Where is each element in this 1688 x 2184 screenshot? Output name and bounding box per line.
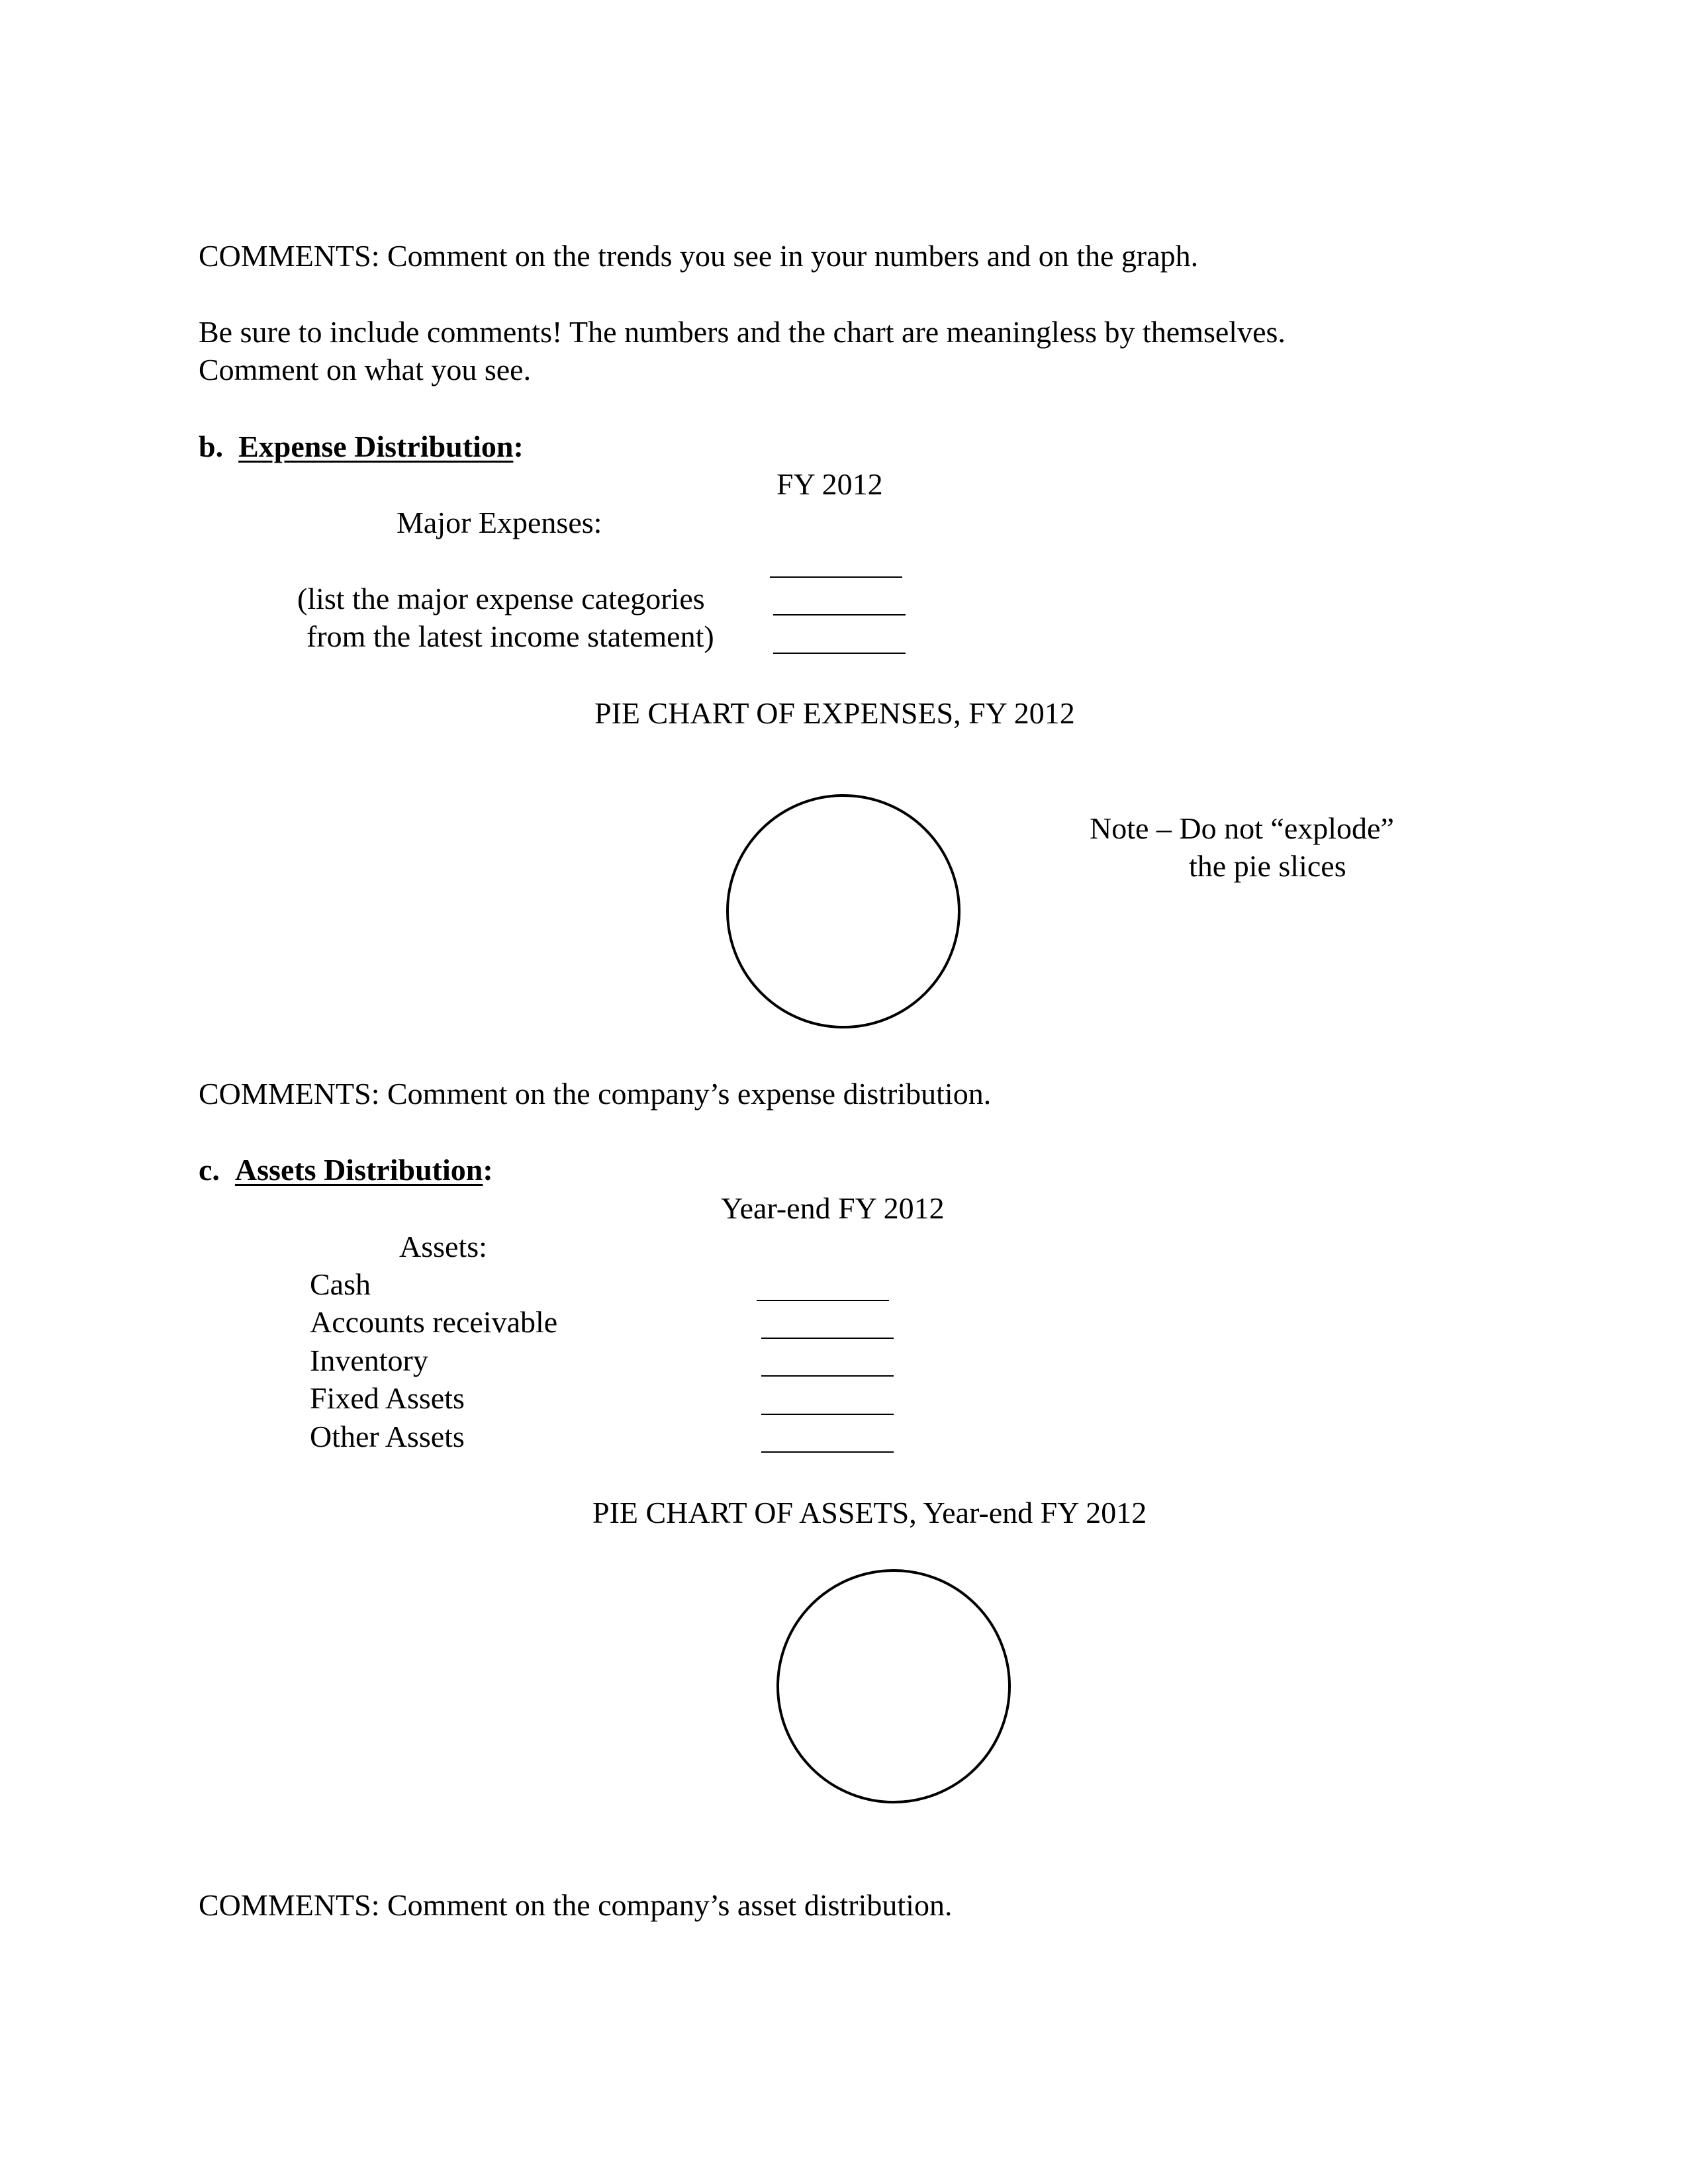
major-expenses-label: Major Expenses: <box>397 506 602 539</box>
section-c-title: Assets Distribution <box>234 1153 483 1187</box>
comments-expense: COMMENTS: Comment on the company’s expense distribution. <box>199 1077 992 1111</box>
expense-blank-3[interactable] <box>773 653 906 654</box>
expense-instruction-1: (list the major expense categories <box>297 582 705 615</box>
reminder-line-1: Be sure to include comments! The numbers and the chart are meaningless by themselves. <box>199 315 1286 349</box>
comments-trends: COMMENTS: Comment on the trends you see in your numbers and on the graph. <box>199 239 1199 273</box>
asset-item-inventory: Inventory <box>310 1343 428 1377</box>
asset-item-cash: Cash <box>310 1267 371 1301</box>
asset-item-fixed: Fixed Assets <box>310 1381 465 1415</box>
section-b-colon: : <box>513 430 524 463</box>
expense-blank-1[interactable] <box>770 576 902 578</box>
section-c-colon: : <box>483 1153 493 1187</box>
assets-column-header: Year-end FY 2012 <box>721 1191 945 1225</box>
section-b-letter: b. <box>199 430 224 463</box>
asset-item-other: Other Assets <box>310 1420 465 1453</box>
expense-column-header: FY 2012 <box>776 467 883 501</box>
section-b-heading <box>199 432 524 462</box>
explode-note-line-2: the pie slices <box>1189 849 1346 883</box>
asset-blank-cash[interactable] <box>757 1300 889 1301</box>
section-b-title: Expense Distribution <box>238 430 514 463</box>
assets-chart-title: PIE CHART OF ASSETS, Year-end FY 2012 <box>592 1496 1147 1529</box>
assets-label: Assets: <box>399 1230 487 1263</box>
section-c-letter: c. <box>199 1153 220 1187</box>
assets-pie-chart <box>776 1569 1011 1803</box>
asset-blank-fixed[interactable] <box>761 1414 894 1415</box>
asset-blank-other[interactable] <box>761 1451 894 1453</box>
explode-note-line-1: Note – Do not “explode” <box>1090 811 1394 845</box>
expense-chart-title: PIE CHART OF EXPENSES, FY 2012 <box>594 696 1075 730</box>
section-c-heading <box>199 1155 493 1185</box>
expense-instruction-2: from the latest income statement) <box>306 619 714 653</box>
reminder-line-2: Comment on what you see. <box>199 353 532 387</box>
expense-pie-chart <box>726 794 961 1028</box>
asset-blank-inventory[interactable] <box>761 1375 894 1377</box>
comments-assets: COMMENTS: Comment on the company’s asset distribution. <box>199 1888 953 1922</box>
asset-item-receivable: Accounts receivable <box>310 1305 558 1339</box>
asset-blank-receivable[interactable] <box>761 1338 894 1339</box>
expense-blank-2[interactable] <box>773 614 906 615</box>
